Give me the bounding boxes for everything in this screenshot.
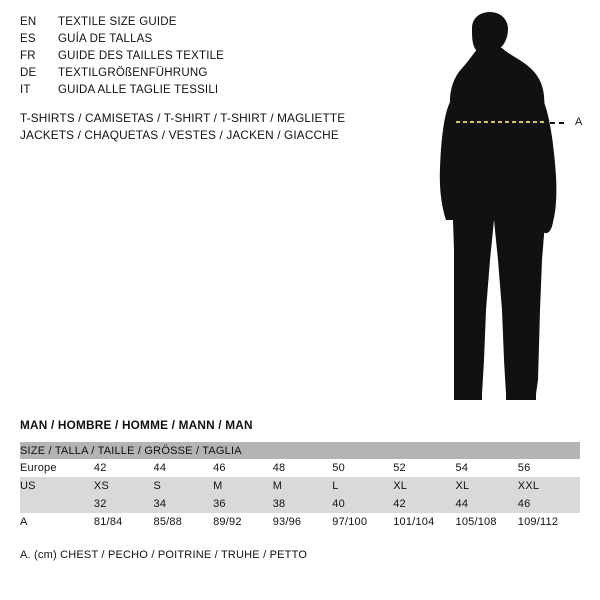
cell: 46 — [518, 495, 580, 513]
cell: XL — [456, 477, 518, 495]
table-row — [20, 459, 580, 477]
category-list — [20, 110, 420, 144]
language-row — [20, 84, 380, 101]
size-table — [20, 442, 580, 531]
cell: 85/88 — [154, 513, 214, 531]
language-code: DE — [20, 67, 37, 79]
table-header-row — [20, 442, 580, 459]
language-code: EN — [20, 16, 37, 28]
cell: 97/100 — [332, 513, 393, 531]
row-label: A — [20, 513, 94, 531]
cell: 50 — [332, 459, 393, 477]
category-line-tshirts: T-SHIRTS / CAMISETAS / T-SHIRT / T-SHIRT / MAGLIETTE — [20, 111, 346, 125]
table-footnote: A. (cm) CHEST / PECHO / POITRINE / TRUHE / PETTO — [20, 549, 308, 561]
row-label: Europe — [20, 459, 94, 477]
cell: 56 — [518, 459, 580, 477]
cell: XS — [94, 477, 154, 495]
language-row — [20, 67, 380, 84]
language-row — [20, 33, 380, 50]
row-label: US — [20, 477, 94, 495]
cell: 40 — [332, 495, 393, 513]
male-silhouette-icon — [410, 10, 600, 400]
language-row — [20, 16, 380, 33]
measure-leader-line — [550, 122, 572, 123]
table-row — [20, 495, 580, 513]
cell: M — [273, 477, 333, 495]
cell: 54 — [456, 459, 518, 477]
language-code: FR — [20, 50, 36, 62]
cell: 46 — [213, 459, 273, 477]
cell: 101/104 — [393, 513, 455, 531]
language-list — [20, 16, 380, 101]
cell: XXL — [518, 477, 580, 495]
cell: M — [213, 477, 273, 495]
cell: 34 — [154, 495, 214, 513]
cell: 105/108 — [456, 513, 518, 531]
cell: 89/92 — [213, 513, 273, 531]
cell: 42 — [94, 459, 154, 477]
language-row — [20, 50, 380, 67]
cell: 93/96 — [273, 513, 333, 531]
cell: 44 — [456, 495, 518, 513]
table-section-title: MAN / HOMBRE / HOMME / MANN / MAN — [20, 418, 253, 432]
row-label — [20, 495, 94, 513]
cell: S — [154, 477, 214, 495]
language-title: TEXTILE SIZE GUIDE — [58, 16, 177, 28]
cell: 52 — [393, 459, 455, 477]
cell: 109/112 — [518, 513, 580, 531]
language-title: TEXTILGRÖßENFÜHRUNG — [58, 67, 208, 79]
table-row — [20, 513, 580, 531]
language-code: ES — [20, 33, 36, 45]
cell: L — [332, 477, 393, 495]
table-row — [20, 477, 580, 495]
category-line-jackets: JACKETS / CHAQUETAS / VESTES / JACKEN / GIACCHE — [20, 128, 339, 142]
cell: 38 — [273, 495, 333, 513]
male-figure-illustration — [410, 10, 600, 400]
cell: 36 — [213, 495, 273, 513]
cell: 32 — [94, 495, 154, 513]
measure-label-a: A — [575, 116, 583, 128]
language-title: GUIDE DES TAILLES TEXTILE — [58, 50, 225, 62]
cell: 42 — [393, 495, 455, 513]
language-title: GUIDA ALLE TAGLIE TESSILI — [58, 84, 219, 96]
language-title: GUÍA DE TALLAS — [58, 33, 153, 45]
language-code: IT — [20, 84, 31, 96]
table-header-label: SIZE / TALLA / TAILLE / GRÖSSE / TAGLIA — [20, 442, 580, 459]
cell: 48 — [273, 459, 333, 477]
cell: 81/84 — [94, 513, 154, 531]
cell: 44 — [154, 459, 214, 477]
cell: XL — [393, 477, 455, 495]
